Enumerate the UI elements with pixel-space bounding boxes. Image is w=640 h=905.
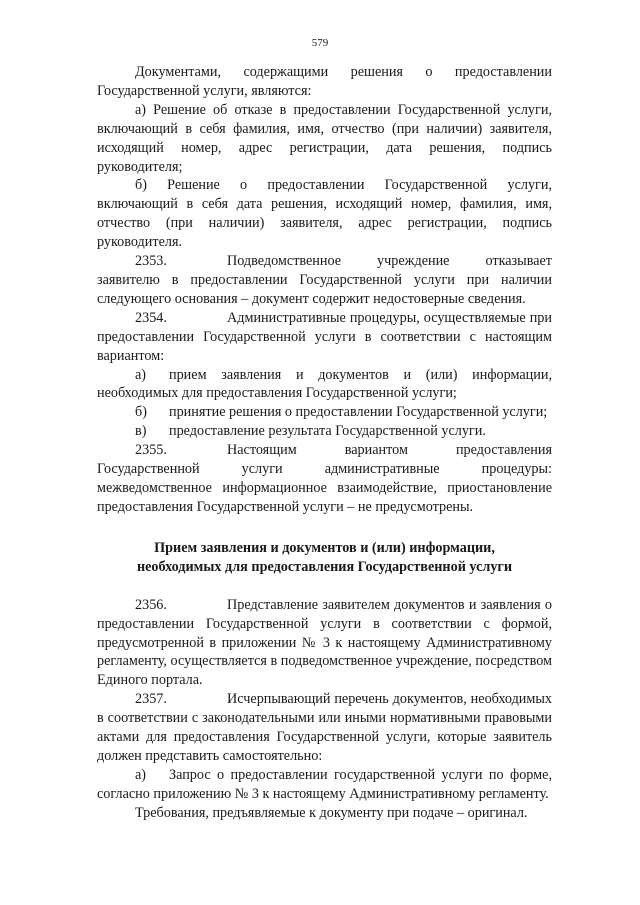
clause-number: 2354. xyxy=(135,309,167,326)
list-item-text: Запрос о предоставлении государственной услуги по форме, согласно приложению № 3 к настоящему Административному регламенту. xyxy=(97,766,552,802)
list-marker: б) xyxy=(135,404,147,421)
list-item-text: принятие решения о предоставлении Государственной услуги; xyxy=(169,404,548,421)
list-item-text: прием заявления и документов и (или) информации, необходимых для предоставления Государственной услуги; xyxy=(97,366,552,402)
list-item-a xyxy=(97,766,552,804)
list-marker: в) xyxy=(135,423,147,440)
clause-2353 xyxy=(97,252,552,309)
page-number: 579 xyxy=(311,37,329,49)
clause-text: Исчерпывающий перечень документов, необходимых в соответствии с законодательными или иными нормативными правовыми актами для предоставления Государственной услуги, которые заявитель должен представить самостоятельно: xyxy=(97,691,552,764)
heading-line: необходимых для предоставления Государственной услуги xyxy=(136,558,513,575)
heading-line: Прием заявления и документов и (или) информации, xyxy=(154,539,495,556)
clause-text: Настоящим вариантом предоставления Государственной услуги административные процедуры: межведомственное информационное взаимодействие, приостановление предоставления Государственной услуги – не предусмотрены. xyxy=(97,442,552,515)
clause-2356 xyxy=(97,596,552,691)
clause-2355 xyxy=(97,441,552,517)
list-marker: а) xyxy=(135,366,147,383)
clause-number: 2357. xyxy=(135,691,167,708)
paragraph-grant-decision: б) Решение о предоставлении Государственной услуги, включающий в себя дата решения, исходящий номер, фамилия, имя, отчество (при наличии) заявителя, адрес регистрации, подпись руководителя. xyxy=(97,177,552,251)
clause-2357 xyxy=(97,690,552,766)
paragraph-refusal-decision: а) Решение об отказе в предоставлении Государственной услуги, включающий в себя фамилия, имя, отчество (при наличии) заявителя, исходящий номер, адрес регистрации, дата решения, подпись руководителя; xyxy=(97,101,552,175)
clause-number: 2356. xyxy=(135,596,167,613)
list-item-v xyxy=(97,422,552,441)
list-item-text: предоставление результата Государственной услуги. xyxy=(169,423,486,440)
list-item-a xyxy=(97,366,552,404)
list-item-b xyxy=(97,403,552,422)
paragraph-result-documents: Документами, содержащими решения о предоставлении Государственной услуги, являются: xyxy=(97,64,552,99)
clause-number: 2353. xyxy=(135,253,167,270)
paragraph-document-requirements: Требования, предъявляемые к документу при подаче – оригинал. xyxy=(135,804,528,821)
document-body xyxy=(97,63,552,823)
list-marker: а) xyxy=(135,766,147,783)
clause-2354 xyxy=(97,309,552,366)
clause-text: Административные процедуры, осуществляемые при предоставлении Государственной услуги в соответствии с настоящим вариантом: xyxy=(97,309,552,364)
clause-text: Представление заявителем документов и заявления о предоставлении Государственной услуги в соответствии с формой, предусмотренной в приложении № 3 к настоящему Административному регламенту, осуществляется в подведомственное учреждение, посредством Единого портала. xyxy=(97,596,552,689)
section-heading xyxy=(97,539,552,577)
clause-text: Подведомственное учреждение отказывает заявителю в предоставлении Государственной услуги при наличии следующего основания – документ содержит недостоверные сведения. xyxy=(97,253,552,307)
clause-number: 2355. xyxy=(135,442,167,459)
